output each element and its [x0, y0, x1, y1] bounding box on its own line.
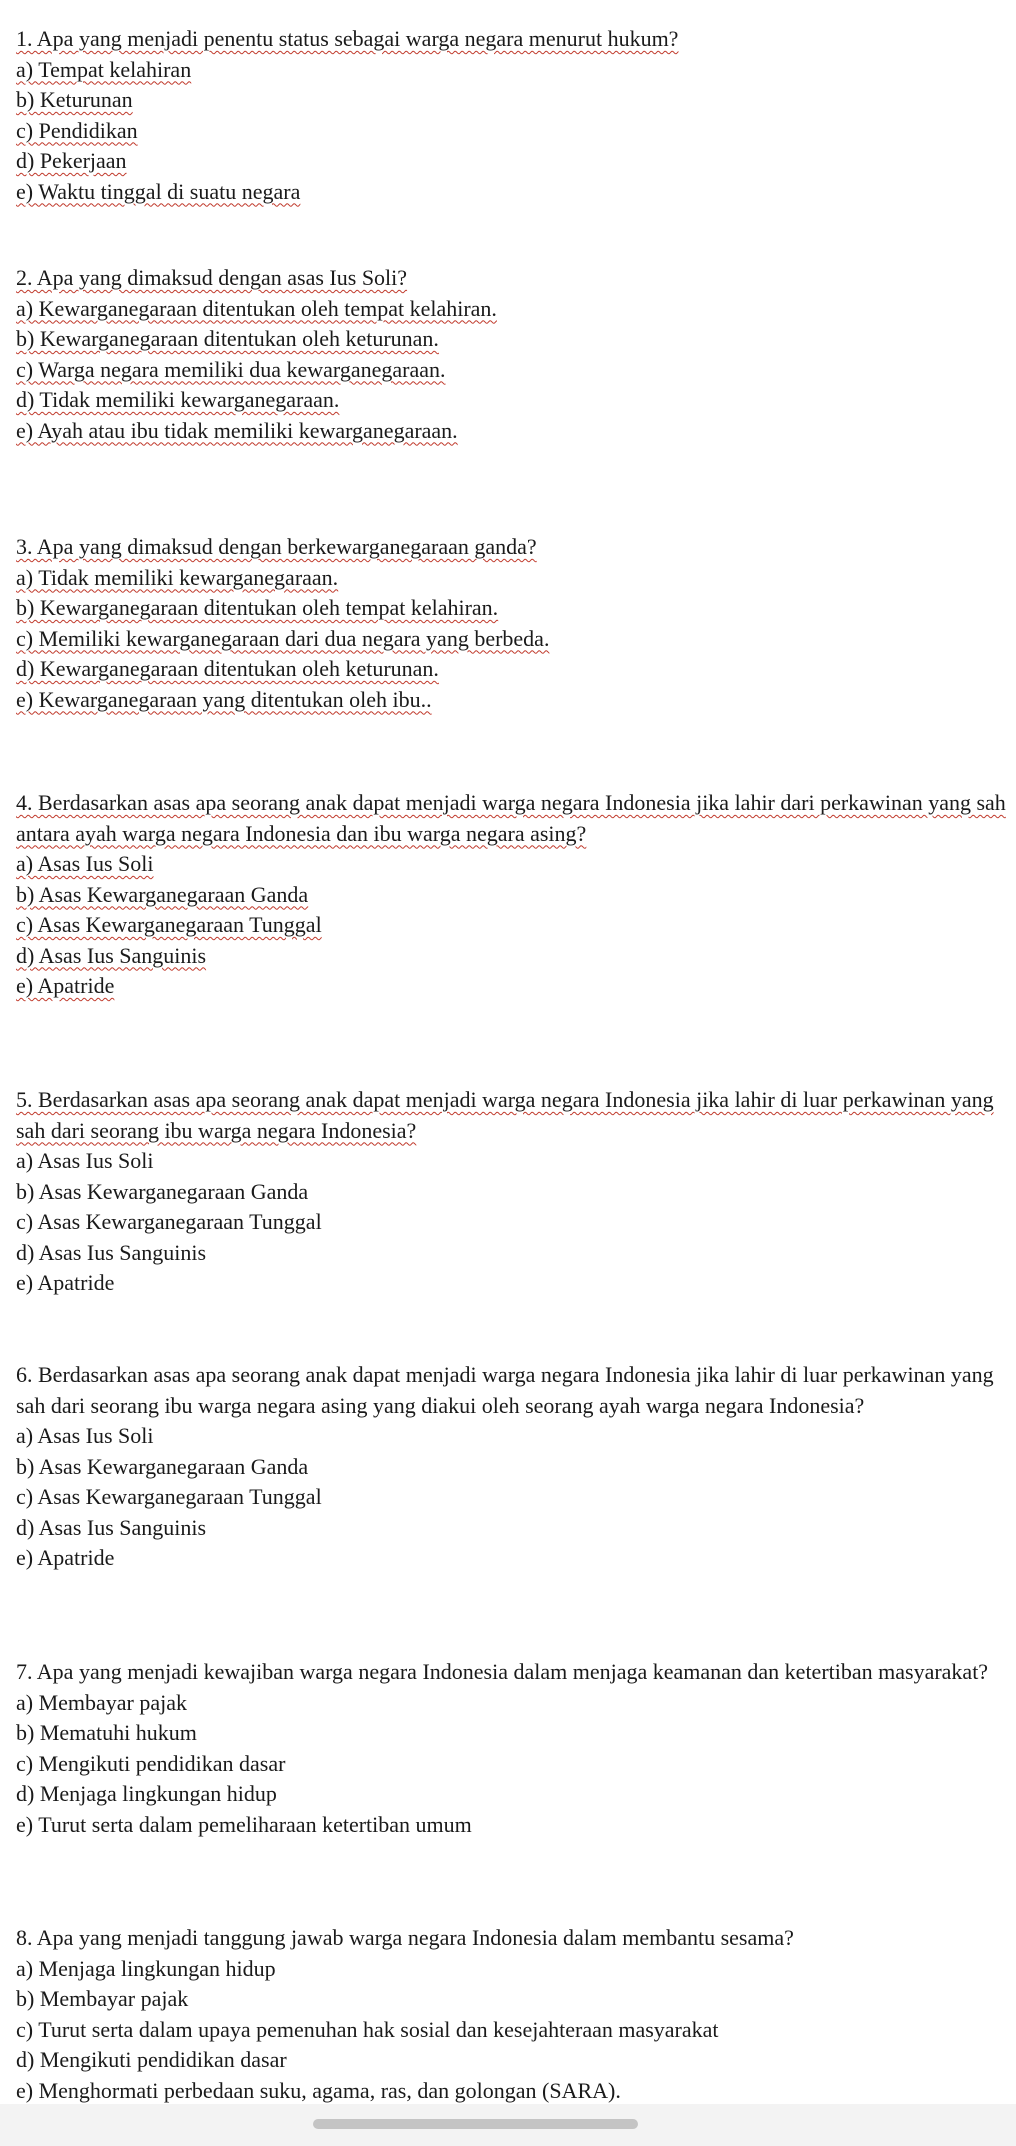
option-d: d) Mengikuti pendidikan dasar [16, 2047, 287, 2072]
option-d: d) Tidak memiliki kewarganegaraan. [16, 387, 340, 412]
option-d: d) Asas Ius Sanguinis [16, 1514, 207, 1540]
question-text: 7. Apa yang menjadi kewajiban warga negara Indonesia dalam menjaga keamanan dan ketertiban masyarakat? [16, 1659, 989, 1684]
option-e: e) Menghormati perbedaan suku, agama, ras, dan golongan (SARA). [16, 2077, 621, 2103]
option-c: c) Turut serta dalam upaya pemenuhan hak sosial dan kesejahteraan masyarakat [16, 2016, 719, 2042]
option-c: c) Mengikuti pendidikan dasar [16, 1750, 286, 1776]
question-6 [16, 1360, 1006, 1574]
question-text: 3. Apa yang dimaksud dengan berkewarganegaraan ganda? [16, 534, 537, 559]
option-c: c) Warga negara memiliki dua kewarganegaraan. [16, 356, 446, 382]
option-b: b) Kewarganegaraan ditentukan oleh tempat kelahiran. [16, 595, 499, 620]
question-7 [16, 1657, 1006, 1840]
option-c: c) Pendidikan [16, 117, 138, 143]
option-e: e) Waktu tinggal di suatu negara [16, 178, 301, 204]
document-page [16, 24, 1006, 2104]
bottom-bar [0, 2104, 1016, 2146]
question-5 [16, 1085, 1006, 1299]
option-b: b) Kewarganegaraan ditentukan oleh keturunan. [16, 326, 439, 351]
option-b: b) Membayar pajak [16, 1986, 189, 2011]
option-b: b) Asas Kewarganegaraan Ganda [16, 1453, 309, 1479]
option-a: a) Kewarganegaraan ditentukan oleh tempat kelahiran. [16, 295, 497, 321]
option-b: b) Asas Kewarganegaraan Ganda [16, 1178, 309, 1204]
option-e: e) Turut serta dalam pemeliharaan ketertiban umum [16, 1811, 472, 1837]
option-e: e) Ayah atau ibu tidak memiliki kewarganegaraan. [16, 417, 458, 443]
question-text: 4. Berdasarkan asas apa seorang anak dapat menjadi warga negara Indonesia jika lahir dari perkawinan yang sah antara ayah warga negara Indonesia dan ibu warga negara asing? [16, 790, 1006, 846]
option-c: c) Memiliki kewarganegaraan dari dua negara yang berbeda. [16, 625, 550, 651]
option-e: e) Apatride [16, 1270, 115, 1295]
option-e: e) Kewarganegaraan yang ditentukan oleh ibu.. [16, 686, 432, 712]
option-d: d) Asas Ius Sanguinis [16, 1239, 207, 1265]
question-text: 1. Apa yang menjadi penentu status sebagai warga negara menurut hukum? [16, 26, 679, 51]
option-d: d) Asas Ius Sanguinis [16, 942, 207, 968]
question-text-line-1: 5. Berdasarkan asas apa seorang anak dapat menjadi warga negara Indonesia jika lahir di luar perkawinan yang sah dari seorang ibu warga negara Indonesia? [16, 1087, 994, 1143]
question-2 [16, 263, 1006, 446]
option-a: a) Asas Ius Soli [16, 851, 154, 876]
option-a: a) Asas Ius Soli [16, 1423, 154, 1448]
option-c: c) Asas Kewarganegaraan Tunggal [16, 1484, 322, 1509]
option-b: b) Mematuhi hukum [16, 1720, 197, 1745]
option-b: b) Asas Kewarganegaraan Ganda [16, 881, 309, 907]
option-a: a) Asas Ius Soli [16, 1148, 154, 1173]
question-text [16, 1085, 1006, 1146]
question-8 [16, 1923, 1006, 2106]
option-d: d) Kewarganegaraan ditentukan oleh keturunan. [16, 656, 439, 681]
option-c: c) Asas Kewarganegaraan Tunggal [16, 1209, 322, 1234]
question-text: 2. Apa yang dimaksud dengan asas Ius Soli? [16, 265, 408, 290]
home-indicator-handle[interactable] [313, 2119, 638, 2129]
option-a: a) Tidak memiliki kewarganegaraan. [16, 564, 339, 590]
option-d: d) Menjaga lingkungan hidup [16, 1781, 277, 1806]
option-a: a) Menjaga lingkungan hidup [16, 1955, 276, 1981]
option-e: e) Apatride [16, 1545, 115, 1570]
option-c: c) Asas Kewarganegaraan Tunggal [16, 912, 322, 937]
question-1 [16, 24, 1006, 207]
option-b: b) Keturunan [16, 87, 133, 112]
option-a: a) Tempat kelahiran [16, 56, 192, 82]
option-a: a) Membayar pajak [16, 1689, 188, 1715]
question-4 [16, 788, 1006, 1002]
option-e: e) Apatride [16, 973, 115, 998]
option-d: d) Pekerjaan [16, 148, 127, 173]
question-text: 8. Apa yang menjadi tanggung jawab warga negara Indonesia dalam membantu sesama? [16, 1925, 794, 1950]
question-3 [16, 532, 1006, 715]
question-text: 6. Berdasarkan asas apa seorang anak dapat menjadi warga negara Indonesia jika lahir di luar perkawinan yang sah dari seorang ibu warga negara asing yang diakui oleh seorang ayah warga negara Indonesia? [16, 1362, 994, 1418]
